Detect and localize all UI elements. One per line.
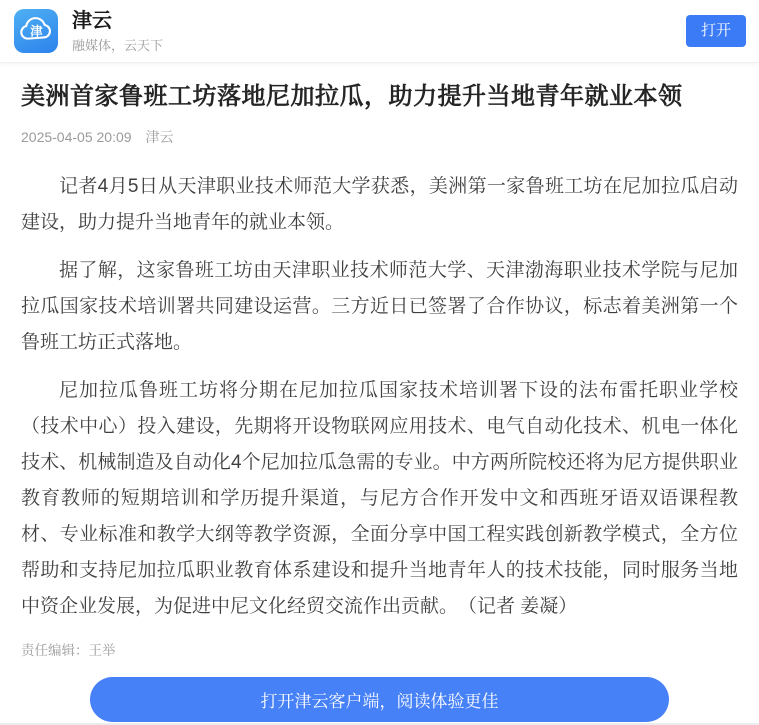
publish-date: 2025-04-05 20:09 [21, 129, 132, 145]
app-name: 津云 [72, 9, 112, 32]
editor-line: 责任编辑：王举 [21, 643, 116, 658]
article-paragraph: 尼加拉瓜鲁班工坊将分期在尼加拉瓜国家技术培训署下设的法布雷托职业学校（技术中心）投入建设，先期将开设物联网应用技术、电气自动化技术、机电一体化技术、机械制造及自动化4个尼加拉瓜急需的专业。中方两所院校还将为尼方提供职业教育教师的短期培训和学历提升渠道，与尼方合作开发中文和西班牙语双语课程教材、专业标准和教学大纲等教学资源，全面分享中国工程实践创新教学模式，全方位帮助和支持尼加拉瓜职业教育体系建设和提升当地青年人的技术技能，同时服务当地中资企业发展，为促进中尼文化经贸交流作出贡献。 （记者 姜凝） [21, 380, 738, 617]
article-body [21, 169, 738, 625]
logo-character: 津 [30, 24, 43, 39]
article-paragraph: 据了解，这家鲁班工坊由天津职业技术师范大学、天津渤海职业技术学院与尼加拉瓜国家技术培训署共同建设运营。三方近日已签署了合作协议，标志着美洲第一个鲁班工坊正式落地。 [21, 260, 738, 353]
article-paragraph: 记者4月5日从天津职业技术师范大学获悉，美洲第一家鲁班工坊在尼加拉瓜启动建设，助力提升当地青年的就业本领。 [21, 176, 738, 233]
app-slogan: 融媒体，云天下 [72, 37, 164, 53]
footer [0, 659, 759, 722]
open-app-button[interactable]: 打开 [686, 15, 746, 47]
header-text-block [72, 9, 163, 54]
article [0, 81, 759, 659]
app-header [0, 0, 759, 63]
article-title: 美洲首家鲁班工坊落地尼加拉瓜，助力提升当地青年就业本领 [21, 83, 683, 110]
article-meta [21, 127, 738, 147]
article-source: 津云 [145, 129, 174, 145]
jinyun-logo [14, 9, 58, 53]
open-client-button[interactable]: 打开津云客户端，阅读体验更佳 [90, 677, 669, 722]
cloud-logo-icon [15, 10, 57, 52]
